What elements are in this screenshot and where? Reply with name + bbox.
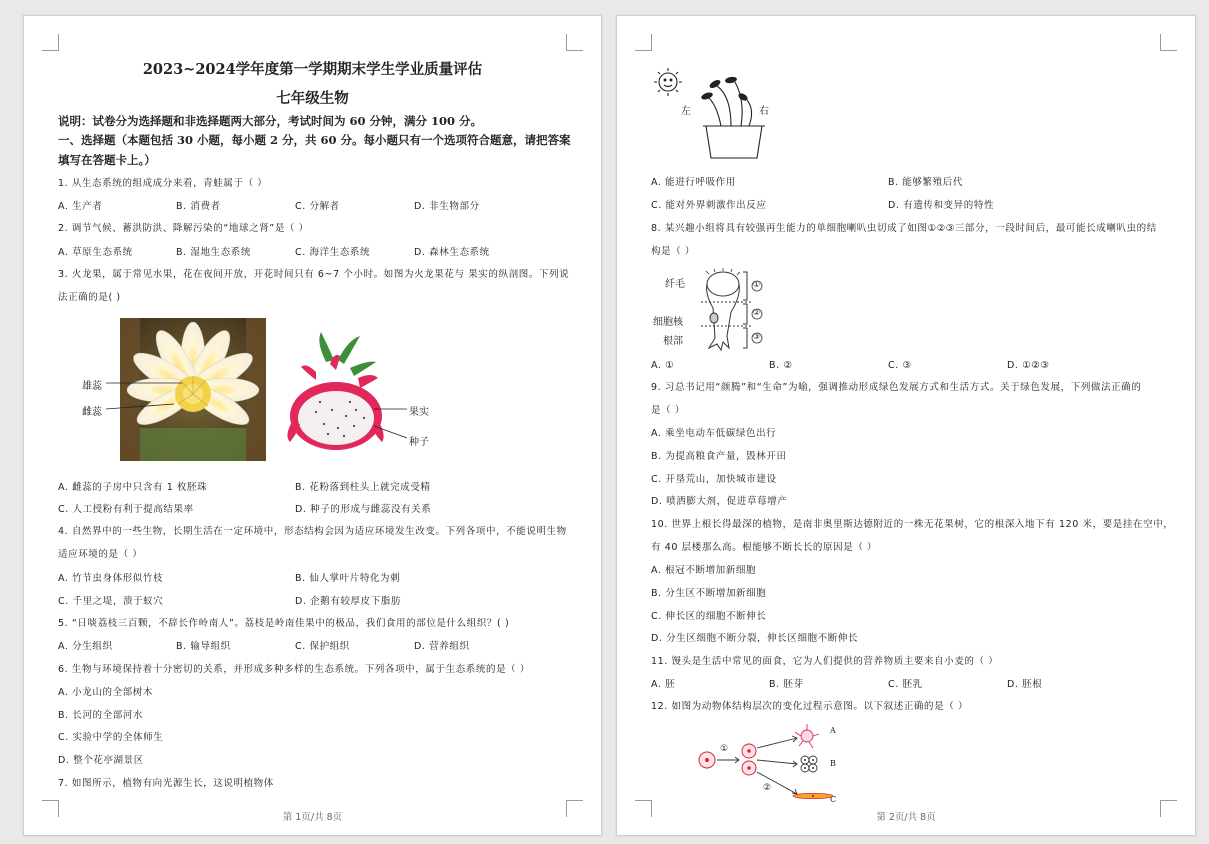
option-d: D. 种子的形成与雌蕊没有关系 bbox=[295, 504, 432, 515]
question-12: 12. 如图为动物体结构层次的变化过程示意图。以下叙述正确的是（ ） bbox=[651, 701, 969, 712]
page-footer: 第 1页/共 8页 bbox=[282, 812, 343, 823]
question-4: 4. 自然界中的一些生物，长期生活在一定环境中，形态结构会因为适应环境发生改变。下列各项中，不能说明生物 bbox=[58, 526, 567, 537]
dragon-fruit-section-image bbox=[286, 332, 386, 452]
option-d: D. 分生区细胞不断分裂，伸长区细胞不断伸长 bbox=[651, 633, 859, 644]
option-d: D. 企鹅有较厚皮下脂肪 bbox=[295, 596, 402, 607]
question-8-cont: 构是（ ） bbox=[651, 246, 696, 257]
section-heading-cont: 填写在答题卡上。） bbox=[58, 153, 156, 167]
option-a: A. 雌蕊的子房中只含有 1 枚胚珠 bbox=[58, 482, 208, 493]
option-d: D. 有遗传和变异的特性 bbox=[888, 200, 995, 211]
document-page-2 bbox=[616, 15, 1196, 836]
option-a: A. ① bbox=[651, 360, 675, 371]
option-a: A. 竹节虫身体形似竹枝 bbox=[58, 573, 164, 584]
option-c: C. 伸长区的细胞不断伸长 bbox=[651, 611, 767, 622]
option-a: A. 乘坐电动车低碳绿色出行 bbox=[651, 428, 777, 439]
option-c: C. 能对外界刺激作出反应 bbox=[651, 200, 767, 211]
option-c: C. 开垦荒山，加快城市建设 bbox=[651, 474, 777, 485]
label-seed: 种子 bbox=[409, 437, 429, 448]
label-leader-lines bbox=[104, 376, 194, 416]
crop-mark bbox=[566, 34, 583, 51]
question-3: 3. 火龙果，属于常见水果，花在夜间开放，开花时间只有 6~7 个小时。如图为火龙果花与 果实的纵剖图。下列说 bbox=[58, 269, 570, 280]
question-7: 7. 如图所示，植物有向光源生长，这说明植物体 bbox=[58, 778, 274, 789]
crop-mark bbox=[635, 34, 652, 51]
stentor-diagram bbox=[695, 264, 775, 354]
option-c: C. 千里之堤，溃于蚁穴 bbox=[58, 596, 164, 607]
option-c: C. 保护组织 bbox=[295, 641, 350, 652]
option-c: C. 分解者 bbox=[295, 201, 340, 212]
page-footer: 第 2页/共 8页 bbox=[876, 812, 936, 823]
option-d: D. 营养组织 bbox=[414, 641, 470, 652]
marker-1: ① bbox=[753, 280, 761, 289]
question-2: 2. 调节气候、蓄洪防洪、降解污染的“地球之肾”是（ ） bbox=[58, 223, 309, 234]
option-a: A. 分生组织 bbox=[58, 641, 113, 652]
question-6: 6. 生物与环境保持着十分密切的关系，并形成多种多样的生态系统。下列各项中，属于生态系统的是（ ） bbox=[58, 664, 531, 675]
question-1: 1. 从生态系统的组成成分来看，青蛙属于（ ） bbox=[58, 178, 268, 189]
option-c: C. 海洋生态系统 bbox=[295, 247, 371, 258]
option-c: C. 胚乳 bbox=[888, 679, 923, 690]
option-b: B. 消费者 bbox=[176, 201, 221, 212]
question-5: 5. “日啖荔枝三百颗，不辞长作岭南人”。荔枝是岭南佳果中的极品，我们食用的部位是什么组织？( ) bbox=[58, 618, 510, 629]
question-3-cont: 法正确的是( ) bbox=[58, 292, 121, 303]
option-a: A. 根冠不断增加新细胞 bbox=[651, 565, 757, 576]
option-d: D. 非生物部分 bbox=[414, 201, 480, 212]
option-a: A. 草原生态系统 bbox=[58, 247, 133, 258]
option-b: B. 花粉落到柱头上就完成受精 bbox=[295, 482, 431, 493]
option-c: C. ③ bbox=[888, 360, 912, 371]
marker-3: ③ bbox=[753, 332, 761, 341]
question-9: 9. 习总书记用“颜腾”和“生命”为喻，强调推动形成绿色发展方式和生活方式。关于绿色发展，下列做法正确的 bbox=[651, 382, 1142, 393]
option-d: D. 森林生态系统 bbox=[414, 247, 490, 258]
option-c: C. 人工授粉有利于提高结果率 bbox=[58, 504, 194, 515]
label-c: C bbox=[830, 795, 837, 804]
cell-differentiation-diagram bbox=[697, 722, 867, 806]
option-d: D. 胚根 bbox=[1007, 679, 1043, 690]
document-page-1 bbox=[23, 15, 602, 836]
option-b: B. 胚芽 bbox=[769, 679, 804, 690]
option-c: C. 实验中学的全体师生 bbox=[58, 732, 164, 743]
question-10: 10. 世界上根长得最深的植物，是南非奥里斯达德附近的一株无花果树，它的根深入地下有 120 米，要是挂在空中， bbox=[651, 519, 1174, 530]
option-b: B. 分生区不断增加新细胞 bbox=[651, 588, 767, 599]
option-b: B. 湿地生态系统 bbox=[176, 247, 251, 258]
label-pistil: 雌蕊 bbox=[82, 407, 102, 418]
question-4-cont: 适应环境的是（ ） bbox=[58, 549, 143, 560]
marker-2: ② bbox=[753, 308, 761, 317]
instructions: 说明：试卷分为选择题和非选择题两大部分，考试时间为 60 分钟，满分 100 分。 bbox=[58, 114, 483, 128]
crop-mark bbox=[1160, 34, 1177, 51]
crop-mark bbox=[42, 34, 59, 51]
option-d: D. 整个花亭湖景区 bbox=[58, 755, 144, 766]
question-9-cont: 是（ ） bbox=[651, 405, 685, 416]
step-2-label: ② bbox=[763, 783, 772, 793]
question-11: 11. 馒头是生活中常见的面食，它为人们提供的营养物质主要来自小麦的（ ） bbox=[651, 656, 999, 667]
label-leader-lines bbox=[374, 404, 414, 444]
exam-title: 2023~2024学年度第一学期期末学生学业质量评估 bbox=[142, 61, 483, 78]
label-fruit: 果实 bbox=[409, 407, 429, 418]
option-a: A. 生产者 bbox=[58, 201, 103, 212]
option-d: D. 喷洒膨大剂，促进草莓增产 bbox=[651, 496, 788, 507]
label-left: 左 bbox=[681, 106, 691, 117]
option-b: B. 能够繁殖后代 bbox=[888, 177, 963, 188]
step-1-label: ① bbox=[720, 744, 729, 754]
option-b: B. 仙人掌叶片特化为刺 bbox=[295, 573, 401, 584]
label-root: 根部 bbox=[663, 336, 683, 347]
option-a: A. 能进行呼吸作用 bbox=[651, 177, 736, 188]
question-8: 8. 某兴趣小组将具有较强再生能力的单细胞喇叭虫切成了如图①②③三部分，一段时间后，最可能长成喇叭虫的结 bbox=[651, 223, 1157, 234]
option-a: A. 小龙山的全部树木 bbox=[58, 687, 153, 698]
option-b: B. 为提高粮食产量，毁林开田 bbox=[651, 451, 787, 462]
label-stamen: 雄蕊 bbox=[82, 381, 102, 392]
label-b: B bbox=[830, 759, 836, 768]
option-d: D. ①②③ bbox=[1007, 360, 1050, 371]
label-cilia: 纤毛 bbox=[665, 279, 685, 290]
option-b: B. ② bbox=[769, 360, 793, 371]
exam-subtitle: 七年级生物 bbox=[276, 90, 349, 107]
label-a: A bbox=[830, 726, 836, 735]
option-b: B. 长河的全部河水 bbox=[58, 710, 144, 721]
label-right: 右 bbox=[759, 106, 769, 117]
option-b: B. 输导组织 bbox=[176, 641, 231, 652]
option-a: A. 胚 bbox=[651, 679, 676, 690]
question-10-cont: 有 40 层楼那么高。根能够不断长长的原因是（ ） bbox=[651, 542, 878, 553]
section-heading: 一、选择题（本题包括 30 小题，每小题 2 分，共 60 分。每小题只有一个选项符合题意，请把答案 bbox=[58, 133, 571, 147]
label-nucleus: 细胞核 bbox=[653, 317, 683, 328]
